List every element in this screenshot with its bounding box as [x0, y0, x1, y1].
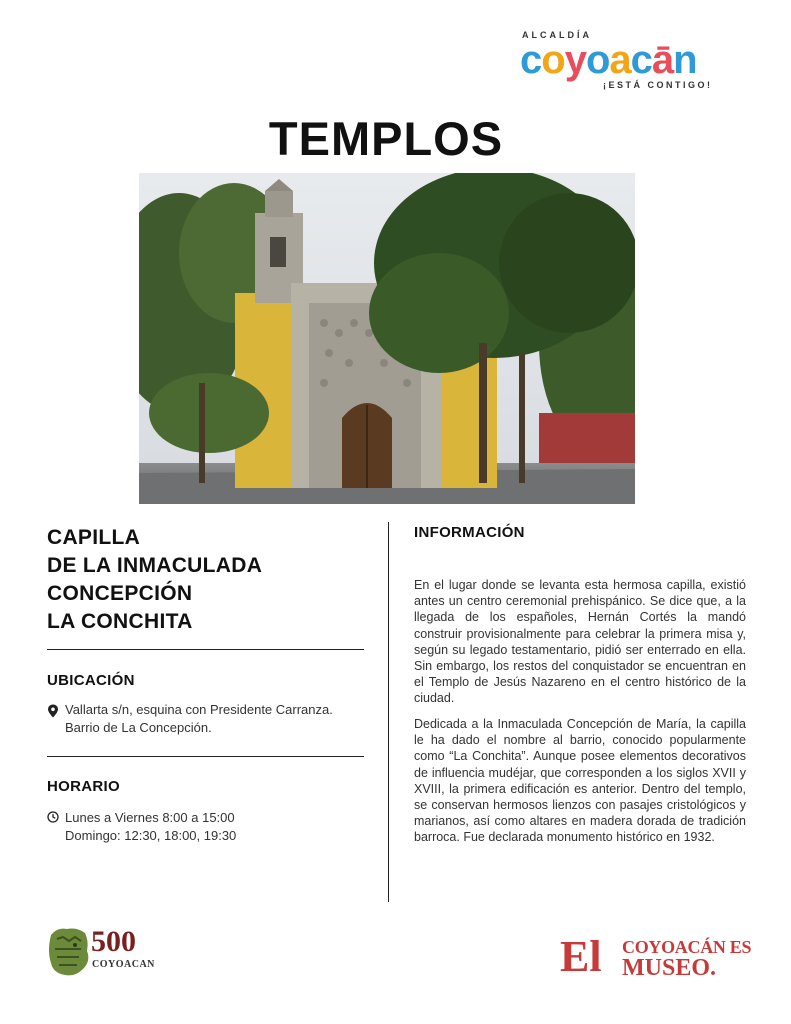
museo-el-text: El [560, 932, 602, 981]
logo-letter: o [541, 38, 565, 82]
glyph-emblem-icon [47, 925, 91, 979]
info-paragraph: En el lugar donde se levanta esta hermosa capilla, existió antes un centro ceremonial prehispánico. Se dice que, a la llegada de los españoles, Hernán Cortés la mandó construir provisionalmente para celebrar la primera misa y, según su legado testamentario, pidió ser enterrado en ella. Sin embargo, los restos del conquistador se encuentran en el Templo de Jesús Nazareno en el centro histórico de la ciudad. [414, 578, 746, 706]
location-neighborhood-line: Barrio de La Concepción. [65, 720, 212, 735]
map-pin-icon [47, 704, 59, 718]
schedule-sunday-line: Domingo: 12:30, 18:00, 19:30 [65, 828, 237, 843]
info-paragraph: Dedicada a la Inmaculada Concepción de María, la capilla le ha dado el nombre al barrio, conocido popularmente como “La Conchita”. Aunque posee elementos decorativos de influencia mudéjar, que corresponden a los siglos XVII y XVIII, la primera edificación es anterior. Dentro del templo, se conservan hermosos lienzos con pasajes cristológicos y marianos, así como altares en madera dorada de tradición barroca. Fue declarada monumento histórico en 1932. [414, 717, 746, 845]
chapel-name-line: CAPILLA [47, 526, 141, 549]
chapel-name [47, 524, 367, 636]
logo-letter: y [564, 38, 586, 82]
500-number: 500 [91, 925, 136, 958]
section-divider [47, 756, 364, 757]
logo-tagline: ¡ESTÁ CONTIGO! [603, 80, 713, 90]
chapel-name-line: LA CONCHITA [47, 610, 193, 633]
museo-line2: MUSEO. [622, 955, 717, 981]
500-logo-text: COYOACAN [92, 959, 155, 970]
logo-top-text: ALCALDÍA [522, 30, 592, 40]
page-title: TEMPLOS [268, 112, 504, 165]
500-coyoacan-logo [47, 925, 167, 981]
museo-line1: COYOACÁN ES [622, 937, 752, 957]
logo-wordmark [520, 36, 697, 84]
logo-letter: c [520, 38, 542, 82]
location-address-line: Vallarta s/n, esquina con Presidente Carranza. [65, 702, 333, 717]
logo-letter: a [609, 38, 631, 82]
column-divider [388, 522, 389, 902]
info-heading: INFORMACIÓN [414, 524, 525, 541]
logo-letter: n [673, 38, 697, 82]
schedule-heading: HORARIO [47, 778, 120, 795]
location-heading: UBICACIÓN [47, 672, 135, 689]
logo-letter: o [585, 38, 610, 82]
coyoacan-logo [520, 26, 750, 96]
chapel-name-line: DE LA INMACULADA [47, 554, 263, 577]
coyoacan-es-museo-logo [560, 933, 760, 983]
logo-letter: c [630, 38, 652, 82]
clock-icon [47, 810, 59, 824]
section-divider [47, 649, 364, 650]
chapel-photo [139, 173, 635, 504]
schedule-weekday-line: Lunes a Viernes 8:00 a 15:00 [65, 810, 235, 825]
chapel-name-line: CONCEPCIÓN [47, 582, 193, 605]
logo-letter: ā [651, 38, 674, 82]
